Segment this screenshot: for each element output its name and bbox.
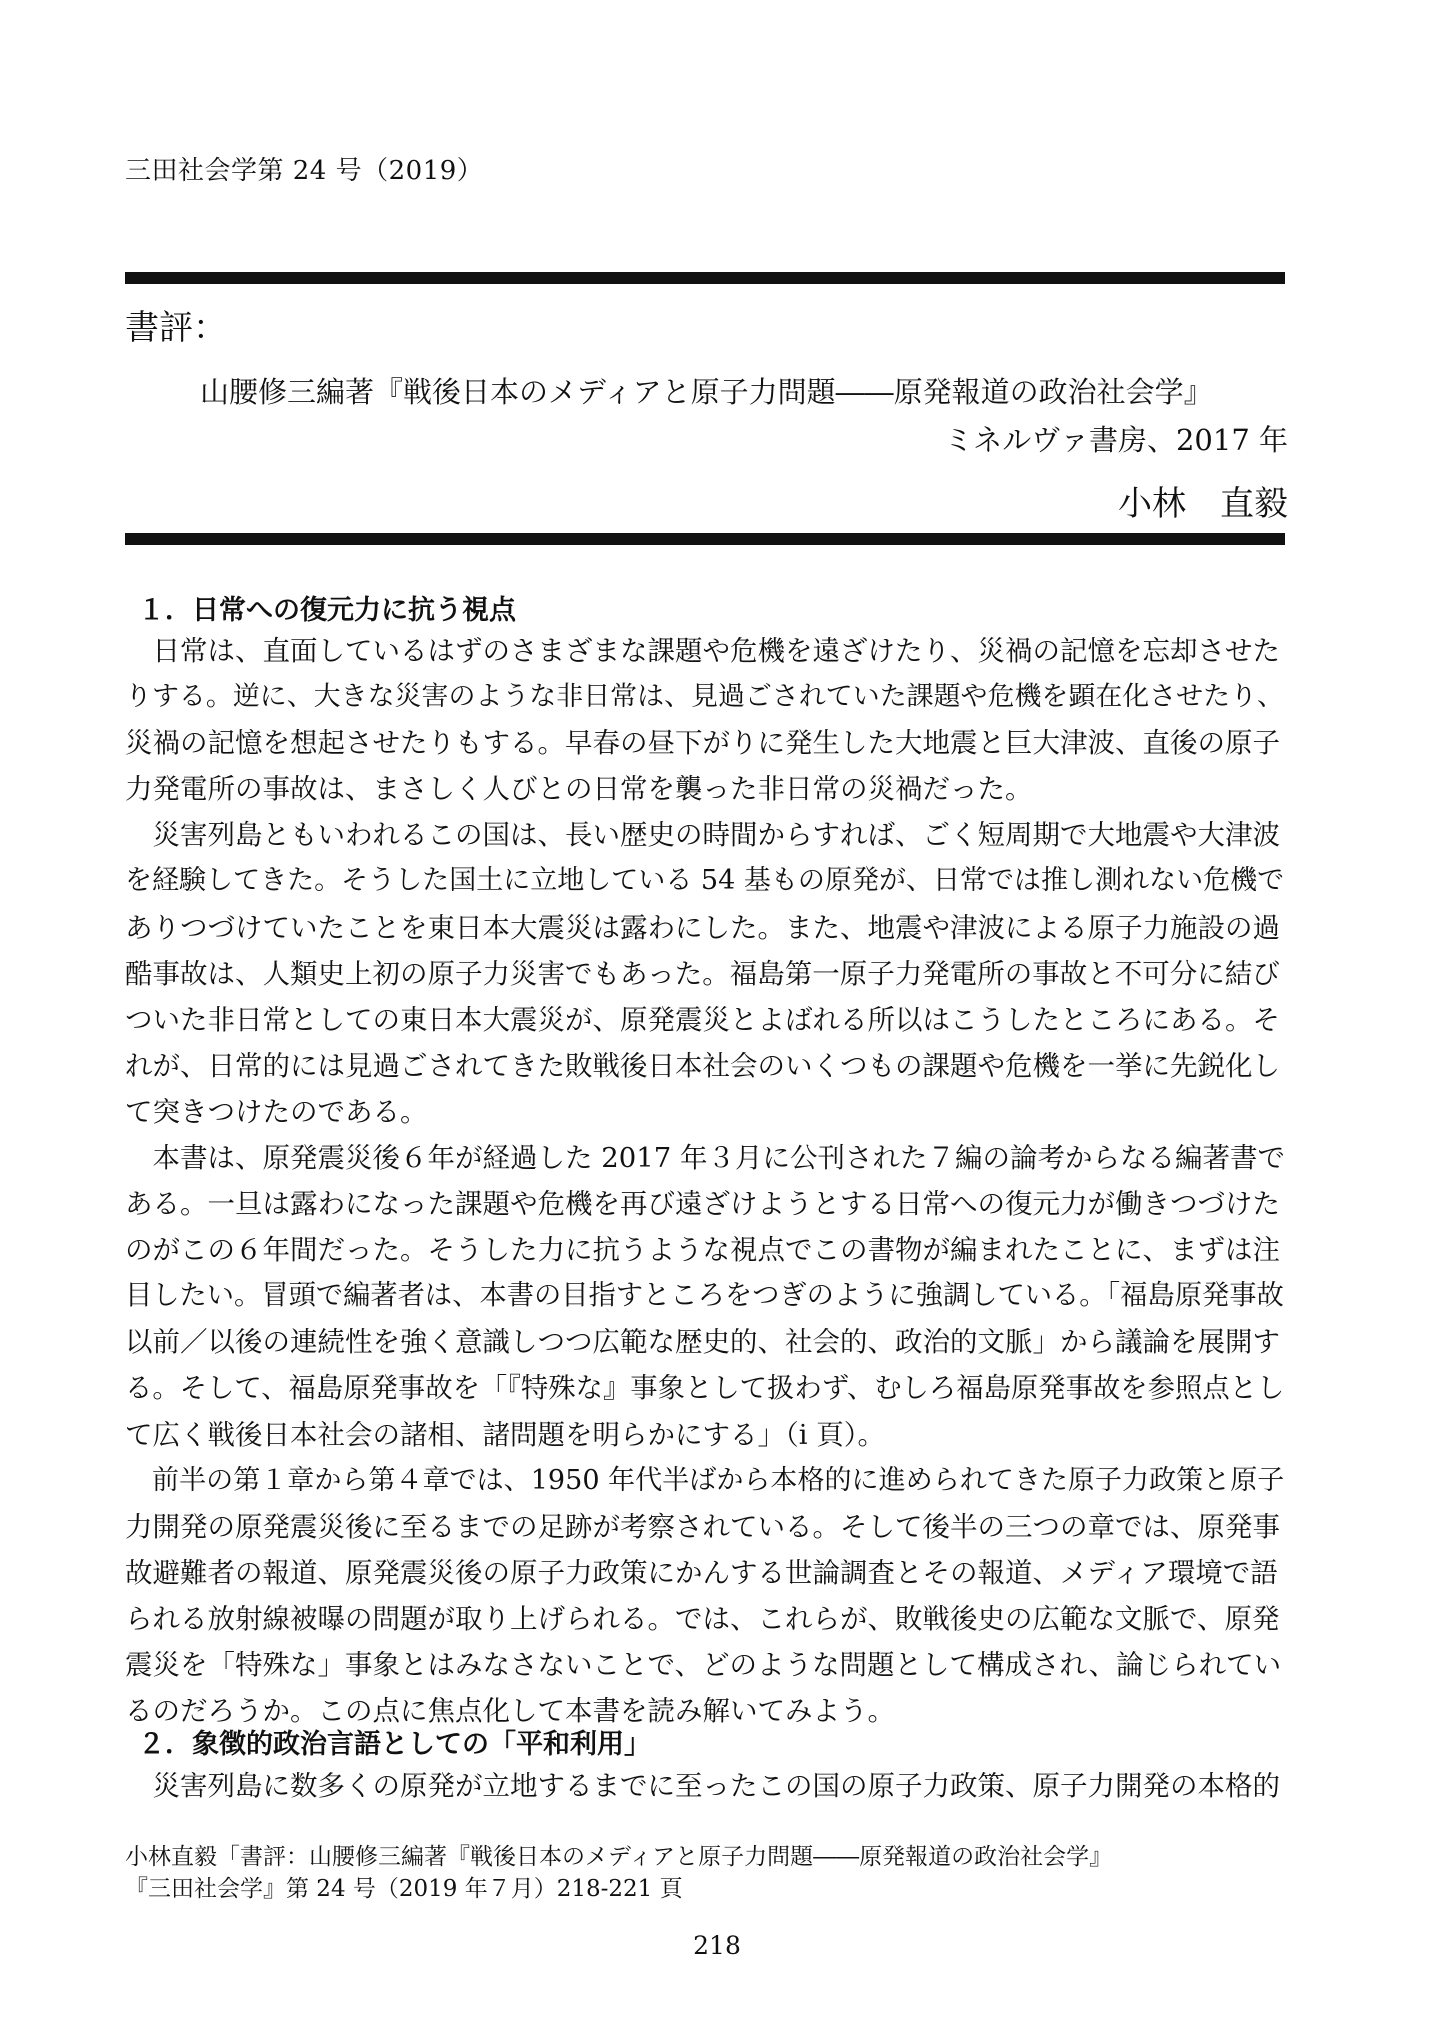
body-line: ついた非日常としての東日本大震災が、原発震災とよばれる所以はこうしたところにある。そ <box>125 1003 1280 1036</box>
review-author: 小林 直毅 <box>1118 484 1288 524</box>
body-line: を経験してきた。そうした国土に立地している 54 基もの原発が、日常では推し測れない危機で <box>125 865 1285 897</box>
body-line: 力発電所の事故は、まさしく人びとの日常を襲った非日常の災禍だった。 <box>125 773 1033 806</box>
body-line: 以前／以後の連続性を強く意識しつつ広範な歴史的、社会的、政治的文脈」から議論を展開す <box>125 1326 1280 1359</box>
body-line: られる放射線被曝の問題が取り上げられる。では、これらが、敗戦後史の広範な文脈で、原発 <box>125 1602 1280 1635</box>
body-line: 災禍の記憶を想起させたりもする。早春の昼下がりに発生した大地震と巨大津波、直後の原子 <box>125 727 1280 760</box>
citation-line-1: 小林直毅「書評：山腰修三編著『戦後日本のメディアと原子力問題――原発報道の政治社会学』 <box>125 1844 1113 1870</box>
body-line: 酷事故は、人類史上初の原子力災害でもあった。福島第一原子力発電所の事故と不可分に結び <box>125 957 1280 990</box>
body-line: れが、日常的には見過ごされてきた敗戦後日本社会のいくつもの課題や危機を一挙に先鋭化し <box>125 1049 1280 1082</box>
body-line: 震災を「特殊な」事象とはみなさないことで、どのような問題として構成され、論じられてい <box>125 1649 1282 1682</box>
citation-line-2: 『三田社会学』第 24 号（2019 年７月）218-221 頁 <box>125 1876 683 1902</box>
body-line: 本書は、原発震災後６年が経過した 2017 年３月に公刊された７編の論考からなる編著書で <box>125 1142 1285 1175</box>
body-line: る。そして、福島原発事故を「『特殊な』事象として扱わず、むしろ福島原発事故を参照点とし <box>125 1372 1285 1404</box>
review-label: 書評： <box>125 308 227 348</box>
body-line: 故避難者の報道、原発震災後の原子力政策にかんする世論調査とその報道、メディア環境で語 <box>125 1556 1278 1589</box>
body-line: 災害列島に数多くの原発が立地するまでに至ったこの国の原子力政策、原子力開発の本格的 <box>125 1770 1280 1802</box>
top-rule <box>125 272 1285 284</box>
body-line: 前半の第１章から第４章では、1950 年代半ばから本格的に進められてきた原子力政策と原子 <box>125 1464 1285 1496</box>
body-line: ある。一旦は露わになった課題や危機を再び遠ざけようとする日常への復元力が働きつづけた <box>125 1188 1280 1221</box>
body-line: のがこの６年間だった。そうした力に抗うような視点でこの書物が編まれたことに、まずは注 <box>125 1234 1280 1267</box>
body-line: て広く戦後日本社会の諸相、諸問題を明らかにする」（i 頁）。 <box>125 1418 886 1451</box>
body-line: 目したい。冒頭で編著者は、本書の目指すところをつぎのように強調している。「福島原発事故 <box>125 1280 1284 1312</box>
journal-header: 三田社会学第 24 号（2019） <box>125 156 484 186</box>
publisher: ミネルヴァ書房、2017 年 <box>944 423 1288 457</box>
page-number: 218 <box>693 1931 741 1960</box>
body-line: て突きつけたのである。 <box>125 1095 428 1128</box>
body-line: ありつづけていたことを東日本大震災は露わにした。また、地震や津波による原子力施設の過 <box>125 911 1280 944</box>
body-line: 災害列島ともいわれるこの国は、長い歴史の時間からすれば、ごく短周期で大地震や大津波 <box>125 819 1280 852</box>
section-1-heading: １．日常への復元力に抗う視点 <box>138 595 516 626</box>
body-line: 力開発の原発震災後に至るまでの足跡が考察されている。そして後半の三つの章では、原発事 <box>125 1510 1280 1543</box>
section-2-heading: ２．象徴的政治言語としての「平和利用」 <box>138 1729 651 1760</box>
body-line: りする。逆に、大きな災害のような非日常は、見過ごされていた課題や危機を顕在化させたり、 <box>125 681 1284 713</box>
bottom-rule <box>125 533 1285 545</box>
body-line: るのだろうか。この点に焦点化して本書を読み解いてみよう。 <box>125 1695 895 1728</box>
book-title: 山腰修三編著『戦後日本のメディアと原子力問題――原発報道の政治社会学』 <box>200 375 1213 409</box>
section-2-body <box>125 1763 1285 1809</box>
body-line: 日常は、直面しているはずのさまざまな課題や危機を遠ざけたり、災禍の記憶を忘却させた <box>125 635 1280 667</box>
section-1-body <box>125 628 1285 1734</box>
